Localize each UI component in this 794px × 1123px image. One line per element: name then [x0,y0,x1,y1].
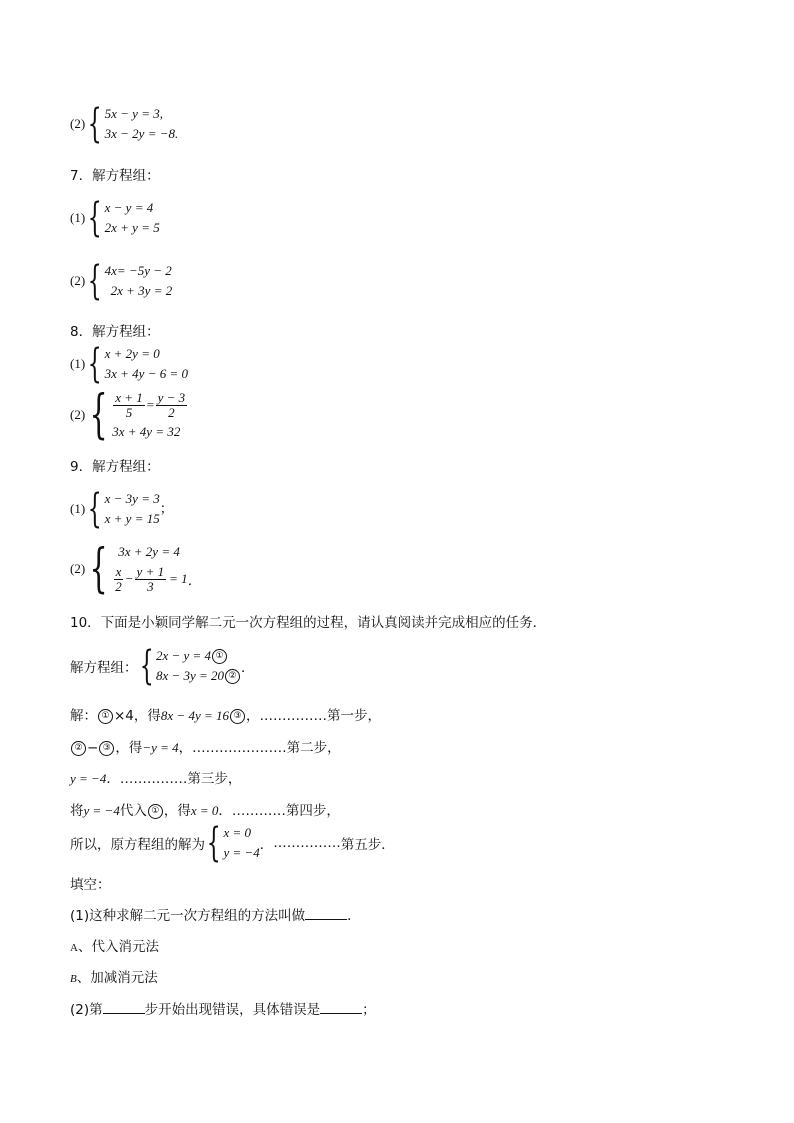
brace-icon: { [87,486,102,532]
step-text: 代入 [119,803,147,819]
q10-step2 [70,736,341,756]
equals-sign: = [145,397,155,412]
system-prefix: 解方程组： [70,660,138,676]
equation: 8x − 4y = 16 [160,708,229,723]
q10-system [70,643,255,689]
part-label: (2) [70,561,86,576]
equation: x − y = 4 [104,200,154,215]
punctuation: ． [187,573,202,589]
punctuation: ， [246,708,260,724]
circled-number: ① [148,804,163,819]
option-letter: A [70,942,78,954]
equation: 3x + 2y = 4 [118,544,180,559]
brace-icon: { [87,341,102,387]
q10-title: 10．下面是小颖同学解二元一次方程组的过程，请认真阅读并完成相应的任务． [70,615,547,631]
step-label: 第二步， [286,740,341,756]
q7-part1 [70,195,160,241]
numerator: y + 1 [136,563,165,579]
circled-number: ③ [230,709,245,724]
leader-dots: …………… [259,708,327,724]
part-label: (2) [70,116,86,131]
step-text: ×4，得 [114,708,161,724]
leader-dots: …………… [119,771,188,787]
question-text: (2)第 [70,1002,103,1018]
part-label: (2) [70,407,86,422]
fraction-equation [112,562,201,596]
part-label: (2) [70,273,86,288]
equation: 2x − y = 4 [155,648,212,663]
brace-icon: { [139,643,154,689]
leader-dots: ………… [231,803,286,819]
punctuation: ； [362,1002,376,1018]
option-text: 、代入消元法 [77,939,159,955]
step-text: 所以，原方程组的解为 [70,837,205,853]
equation: 8x − 3y = 20 [155,668,225,683]
step-label: 第三步， [187,771,242,787]
q9-part2 [70,539,202,599]
equation: 2x + 3y = 2 [110,283,173,298]
equation: x + y = 15 [104,511,160,526]
brace-icon: { [87,258,102,304]
question-text: (1)这种求解二元一次方程组的方法叫做 [70,908,306,924]
circled-number: ② [225,669,240,684]
circled-number: ① [212,649,227,664]
q8-part2 [70,385,188,445]
brace-icon: { [206,820,221,866]
equation: x + 2y = 0 [104,346,160,361]
solution-lead: 解： [70,708,97,724]
equation: x − 3y = 3 [104,491,160,506]
equation: 3x − 2y = −8. [104,126,179,141]
equation: 4x= −5y − 2 [104,263,172,278]
answer-blank[interactable] [305,907,347,920]
equation: 2x + y = 5 [104,220,160,235]
brace-icon: { [87,101,102,147]
equation: y = −4 [70,771,107,786]
step-label: 第四步， [285,803,340,819]
circled-number: ① [98,709,113,724]
answer-blank[interactable] [320,1001,362,1014]
brace-icon: { [89,385,108,445]
equation: x = 0 [190,803,219,818]
fill-question-2 [70,998,376,1018]
circled-number: ③ [99,741,114,756]
fill-question-1 [70,904,361,924]
punctuation: ． [241,660,255,676]
answer-blank[interactable] [103,1001,145,1014]
fraction-equation [112,388,188,422]
option-letter: B [70,973,77,985]
punctuation: ， [178,740,193,756]
equation: 5x − y = 3, [104,106,163,121]
question-text: 步开始出现错误，具体错误是 [144,1002,321,1018]
denominator: 2 [115,578,122,594]
equation: y = −4 [223,845,260,860]
minus-sign: − [87,740,99,756]
q8-title: 8．解方程组： [70,324,160,340]
q7-part2 [70,258,173,304]
punctuation: ． [259,837,274,853]
part-label: (1) [70,501,86,516]
denominator: 3 [147,578,154,594]
q10-step4 [70,799,340,819]
option-text: 、加减消元法 [76,970,158,986]
fill-in-heading: 填空： [70,877,111,893]
brace-icon: { [87,195,102,241]
q10-step3 [70,767,241,787]
q10-step1 [70,704,381,724]
denominator: 5 [125,404,133,420]
q9-part1 [70,486,174,532]
q8-part1 [70,341,188,387]
punctuation: ． [218,803,232,819]
q6-part2 [70,101,179,147]
q7-title: 7．解方程组： [70,168,160,184]
equation: 3x + 4y − 6 = 0 [104,366,188,381]
punctuation: ． [106,771,120,787]
step-label: 第一步， [327,708,381,724]
step-text: 将 [70,803,84,819]
part-label: (1) [70,356,86,371]
step-text: ，得 [115,740,143,756]
step-label: 第五步． [340,837,395,853]
leader-dots: …………… [273,835,341,851]
denominator: 2 [168,404,175,420]
numerator: x + 1 [115,389,143,405]
equation: 3x + 4y = 32 [112,424,181,439]
option-a [70,935,159,955]
numerator: x [115,563,122,579]
q9-title: 9．解方程组： [70,459,160,475]
part-label: (1) [70,210,86,225]
equation-rhs: = 1 [169,571,188,586]
numerator: y − 3 [157,389,186,405]
q10-step5 [70,820,395,866]
punctuation: ． [347,908,361,924]
equation: x = 0 [223,825,251,840]
punctuation: ； [159,501,174,517]
brace-icon: { [89,539,108,599]
step-text: ，得 [163,803,191,819]
minus-sign: − [124,571,134,586]
option-b [70,966,158,986]
leader-dots: ………………… [192,740,287,756]
equation: −y = 4 [142,740,179,755]
circled-number: ② [71,741,86,756]
equation: y = −4 [83,803,120,818]
